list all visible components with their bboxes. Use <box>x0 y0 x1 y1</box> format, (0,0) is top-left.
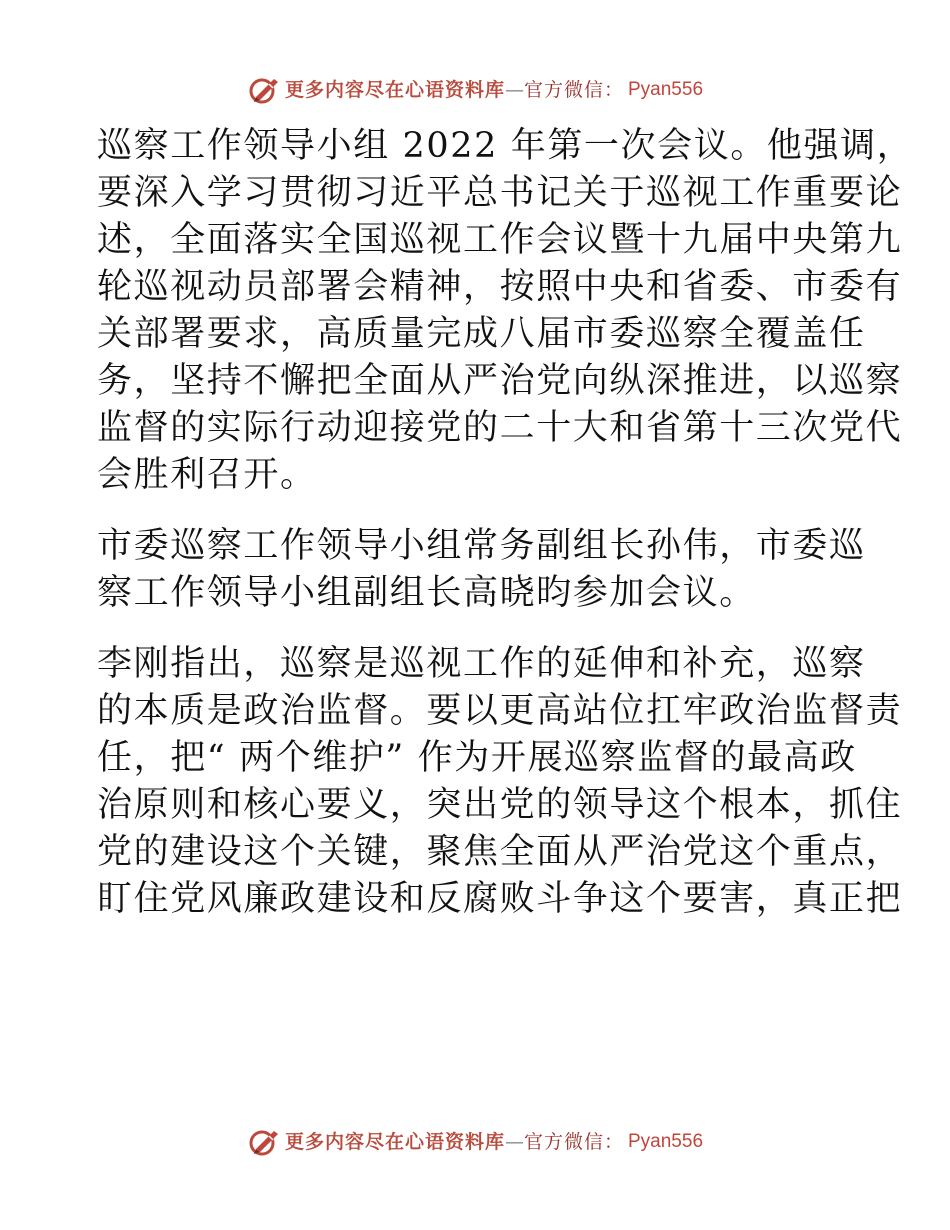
text-line: 述，全面落实全国巡视工作会议暨十九届中央第九 <box>97 220 903 260</box>
paragraph-spacer <box>97 617 857 641</box>
text-line: 要深入学习贯彻习近平总书记关于巡视工作重要论 <box>97 173 903 213</box>
document-body <box>97 123 914 923</box>
watermark-banner-bottom <box>0 1127 950 1157</box>
watermark-main-text: 更多内容尽在心语资料库 <box>284 1131 505 1153</box>
text-line: 监督的实际行动迎接党的二十大和省第十三次党代 <box>97 408 903 448</box>
watermark-separator: — <box>504 79 524 101</box>
text-line: 的本质是政治监督。要以更高站位扛牢政治监督责 <box>97 691 903 731</box>
text-line: 任，把“ 两个维护” 作为开展巡察监督的最高政 <box>97 738 857 778</box>
watermark-banner-top <box>0 75 950 105</box>
text-line: 察工作领导小组副组长高晓昀参加会议。 <box>97 573 756 613</box>
paragraph-3 <box>97 641 903 923</box>
watermark-label: 官方微信： <box>523 1131 624 1153</box>
watermark-separator: — <box>504 1131 524 1153</box>
paragraph-2 <box>97 523 866 617</box>
text-line: 李刚指出，巡察是巡视工作的延伸和补充，巡察 <box>97 644 866 684</box>
pen-logo-icon <box>247 1127 281 1157</box>
paragraph-spacer <box>97 499 857 523</box>
text-line: 盯住党风廉政建设和反腐败斗争这个要害，真正把 <box>97 879 903 919</box>
watermark-wechat-id: Pyan556 <box>628 79 704 100</box>
paragraph-1 <box>97 123 914 499</box>
text-line: 关部署要求，高质量完成八届市委巡察全覆盖任 <box>97 314 866 354</box>
text-line: 轮巡视动员部署会精神，按照中央和省委、市委有 <box>97 267 903 307</box>
watermark-label: 官方微信： <box>523 79 624 101</box>
text-line: 会胜利召开。 <box>97 455 317 495</box>
text-line: 巡察工作领导小组 2022 年第一次会议。他强调， <box>97 126 914 166</box>
text-line: 务，坚持不懈把全面从严治党向纵深推进，以巡察 <box>97 361 903 401</box>
watermark-wechat-id: Pyan556 <box>628 1131 704 1152</box>
text-line: 治原则和核心要义，突出党的领导这个根本，抓住 <box>97 785 903 825</box>
pen-logo-icon <box>247 75 281 105</box>
text-line: 市委巡察工作领导小组常务副组长孙伟，市委巡 <box>97 526 866 566</box>
text-line: 党的建设这个关键，聚焦全面从严治党这个重点， <box>97 832 903 872</box>
watermark-main-text: 更多内容尽在心语资料库 <box>284 79 505 101</box>
